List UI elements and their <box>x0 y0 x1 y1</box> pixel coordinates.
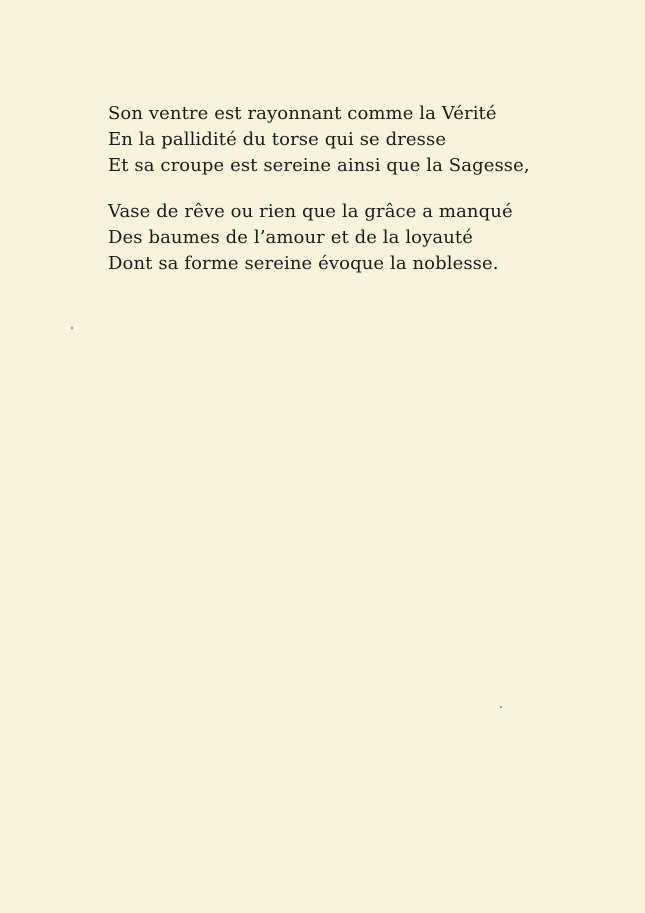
poem-line: Vase de rêve ou rien que la grâce a manqué <box>108 201 513 222</box>
poem-line: Son ventre est rayonnant comme la Vérité <box>108 103 497 124</box>
poem-line: En la pallidité du torse qui se dresse <box>108 129 447 150</box>
paper-speck <box>71 327 73 329</box>
poem-line: Des baumes de l’amour et de la loyauté <box>108 227 473 248</box>
paper-speck <box>500 706 502 708</box>
poem-stanza-2 <box>108 199 513 277</box>
poem-line: Et sa croupe est sereine ainsi que la Sagesse, <box>108 155 530 176</box>
poem-line: Dont sa forme sereine évoque la noblesse. <box>108 253 499 274</box>
poem-stanza-1 <box>108 101 530 179</box>
